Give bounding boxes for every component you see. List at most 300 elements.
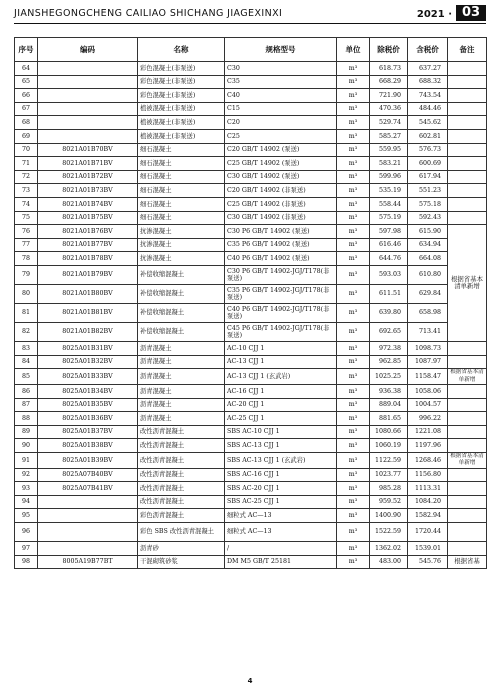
cell-ex-tax: 618.73 <box>370 62 408 76</box>
cell-name: 改性沥青混凝土 <box>138 468 225 482</box>
cell-remark <box>448 116 487 130</box>
cell-name: 沥青混凝土 <box>138 384 225 398</box>
cell-ex-tax: 1060.19 <box>370 439 408 453</box>
cell-in-tax: 1268.46 <box>408 452 448 468</box>
table-row <box>15 197 487 211</box>
cell-remark <box>448 482 487 496</box>
cell-code <box>38 75 138 89</box>
cell-seq: 66 <box>15 89 38 103</box>
cell-name: 植被混凝土(非泵送) <box>138 102 225 116</box>
col-header-ex-tax: 除税价 <box>370 38 408 62</box>
cell-ex-tax: 575.19 <box>370 211 408 225</box>
cell-remark: 根据省基本清单新增 <box>448 369 487 385</box>
cell-unit: m³ <box>337 225 370 239</box>
cell-unit: m³ <box>337 265 370 284</box>
cell-in-tax: 602.81 <box>408 129 448 143</box>
col-header-code: 编码 <box>38 38 138 62</box>
cell-spec: C25 <box>225 129 337 143</box>
cell-ex-tax: 483.00 <box>370 555 408 569</box>
cell-unit: m³ <box>337 238 370 252</box>
cell-remark: 根据省基本清单新增 <box>448 452 487 468</box>
cell-ex-tax: 559.95 <box>370 143 408 157</box>
price-table <box>14 37 487 569</box>
cell-in-tax: 1113.31 <box>408 482 448 496</box>
cell-spec: C20 GB/T 14902 (泵送) <box>225 143 337 157</box>
table-row <box>15 369 487 385</box>
cell-seq: 97 <box>15 542 38 556</box>
cell-in-tax: 610.80 <box>408 265 448 284</box>
cell-remark <box>448 62 487 76</box>
cell-name: 沥青混凝土 <box>138 369 225 385</box>
cell-spec: SBS AC-13 CJJ 1 (玄武岩) <box>225 452 337 468</box>
cell-seq: 82 <box>15 322 38 341</box>
cell-in-tax: 1087.97 <box>408 355 448 369</box>
cell-name: 彩色混凝土(非泵送) <box>138 62 225 76</box>
cell-code: 8021A01B79BV <box>38 265 138 284</box>
header-issue-badge: 03 <box>456 5 486 21</box>
cell-ex-tax: 692.65 <box>370 322 408 341</box>
cell-remark <box>448 75 487 89</box>
cell-in-tax: 629.84 <box>408 284 448 303</box>
cell-code: 8025A01B34BV <box>38 384 138 398</box>
cell-spec: AC-10 CJJ 1 <box>225 341 337 355</box>
cell-name: 沥青混凝土 <box>138 412 225 426</box>
cell-name: 细石混凝土 <box>138 157 225 171</box>
cell-code: 8025A01B32BV <box>38 355 138 369</box>
cell-name: 干混砌筑砂浆 <box>138 555 225 569</box>
cell-unit: m³ <box>337 322 370 341</box>
table-row <box>15 412 487 426</box>
cell-code: 8021A01B81BV <box>38 303 138 322</box>
cell-in-tax: 1158.47 <box>408 369 448 385</box>
cell-spec: C35 P6 GB/T 14902 (泵送) <box>225 238 337 252</box>
col-header-seq: 序号 <box>15 38 38 62</box>
table-row <box>15 225 487 239</box>
cell-spec: AC-13 CJJ 1 (玄武岩) <box>225 369 337 385</box>
cell-unit: m³ <box>337 398 370 412</box>
col-header-unit: 单位 <box>337 38 370 62</box>
cell-ex-tax: 593.03 <box>370 265 408 284</box>
cell-in-tax: 1221.08 <box>408 425 448 439</box>
cell-seq: 73 <box>15 184 38 198</box>
cell-in-tax: 637.27 <box>408 62 448 76</box>
cell-ex-tax: 583.21 <box>370 157 408 171</box>
cell-in-tax: 592.43 <box>408 211 448 225</box>
page-header <box>14 4 486 26</box>
cell-in-tax: 484.46 <box>408 102 448 116</box>
cell-unit: m³ <box>337 412 370 426</box>
cell-seq: 90 <box>15 439 38 453</box>
cell-unit: m³ <box>337 75 370 89</box>
table-row <box>15 509 487 523</box>
cell-name: 补偿收缩混凝土 <box>138 265 225 284</box>
col-header-spec: 规格型号 <box>225 38 337 62</box>
cell-code: 8021A01B75BV <box>38 211 138 225</box>
table-row <box>15 542 487 556</box>
cell-unit: m³ <box>337 170 370 184</box>
cell-in-tax: 713.41 <box>408 322 448 341</box>
cell-in-tax: 1720.44 <box>408 523 448 542</box>
cell-spec: C30 P6 GB/T 14902 (泵送) <box>225 225 337 239</box>
cell-seq: 72 <box>15 170 38 184</box>
cell-seq: 71 <box>15 157 38 171</box>
cell-name: 沥青砂 <box>138 542 225 556</box>
cell-name: 植被混凝土(非泵送) <box>138 129 225 143</box>
table-row <box>15 129 487 143</box>
cell-seq: 94 <box>15 495 38 509</box>
cell-seq: 91 <box>15 452 38 468</box>
cell-seq: 75 <box>15 211 38 225</box>
cell-seq: 80 <box>15 284 38 303</box>
table-row <box>15 284 487 303</box>
cell-in-tax: 1084.20 <box>408 495 448 509</box>
cell-in-tax: 688.32 <box>408 75 448 89</box>
cell-seq: 77 <box>15 238 38 252</box>
cell-spec: DM M5 GB/T 25181 <box>225 555 337 569</box>
cell-unit: m³ <box>337 211 370 225</box>
cell-remark <box>448 129 487 143</box>
table-row <box>15 211 487 225</box>
cell-in-tax: 1098.73 <box>408 341 448 355</box>
cell-name: 抗渗混凝土 <box>138 238 225 252</box>
cell-seq: 83 <box>15 341 38 355</box>
cell-code: 8005A19B77BT <box>38 555 138 569</box>
table-row <box>15 102 487 116</box>
cell-spec: SBS AC-16 CJJ 1 <box>225 468 337 482</box>
cell-ex-tax: 611.51 <box>370 284 408 303</box>
cell-seq: 76 <box>15 225 38 239</box>
cell-in-tax: 1058.06 <box>408 384 448 398</box>
cell-unit: m³ <box>337 143 370 157</box>
cell-code <box>38 102 138 116</box>
cell-unit: m³ <box>337 523 370 542</box>
cell-ex-tax: 936.38 <box>370 384 408 398</box>
cell-ex-tax: 585.27 <box>370 129 408 143</box>
col-header-remark: 备注 <box>448 38 487 62</box>
cell-unit: m³ <box>337 303 370 322</box>
cell-code: 8025A01B39BV <box>38 452 138 468</box>
cell-in-tax: 1004.57 <box>408 398 448 412</box>
cell-ex-tax: 644.76 <box>370 252 408 266</box>
cell-in-tax: 545.62 <box>408 116 448 130</box>
cell-seq: 98 <box>15 555 38 569</box>
table-row <box>15 452 487 468</box>
cell-name: 改性沥青混凝土 <box>138 482 225 496</box>
cell-name: 改性沥青混凝土 <box>138 439 225 453</box>
cell-unit: m³ <box>337 284 370 303</box>
cell-name: 细石混凝土 <box>138 211 225 225</box>
cell-unit: m³ <box>337 482 370 496</box>
cell-spec: C40 P6 GB/T 14902-JGJ/T178(非泵送) <box>225 303 337 322</box>
cell-ex-tax: 558.44 <box>370 197 408 211</box>
cell-remark <box>448 184 487 198</box>
cell-name: 沥青混凝土 <box>138 341 225 355</box>
cell-ex-tax: 889.04 <box>370 398 408 412</box>
cell-code: 8021A01B73BV <box>38 184 138 198</box>
cell-unit: m³ <box>337 384 370 398</box>
cell-spec: C25 GB/T 14902 (非泵送) <box>225 197 337 211</box>
cell-remark <box>448 143 487 157</box>
table-row <box>15 252 487 266</box>
cell-code: 8021A01B80BV <box>38 284 138 303</box>
cell-spec: C40 <box>225 89 337 103</box>
cell-remark <box>448 398 487 412</box>
cell-seq: 86 <box>15 384 38 398</box>
cell-ex-tax: 1400.90 <box>370 509 408 523</box>
table-row <box>15 523 487 542</box>
cell-spec: 细粒式 AC—13 <box>225 523 337 542</box>
cell-unit: m³ <box>337 425 370 439</box>
table-row <box>15 495 487 509</box>
cell-seq: 93 <box>15 482 38 496</box>
cell-ex-tax: 721.90 <box>370 89 408 103</box>
cell-remark: 根据省基本清单新增 <box>448 225 487 342</box>
cell-code: 8021A01B70BV <box>38 143 138 157</box>
cell-unit: m³ <box>337 355 370 369</box>
cell-code <box>38 523 138 542</box>
cell-name: 彩色混凝土(非泵送) <box>138 89 225 103</box>
cell-code <box>38 116 138 130</box>
cell-spec: / <box>225 542 337 556</box>
cell-remark <box>448 425 487 439</box>
cell-ex-tax: 529.74 <box>370 116 408 130</box>
cell-unit: m³ <box>337 439 370 453</box>
cell-ex-tax: 881.65 <box>370 412 408 426</box>
cell-spec: AC-13 CJJ 1 <box>225 355 337 369</box>
table-row <box>15 322 487 341</box>
table-row <box>15 384 487 398</box>
cell-ex-tax: 616.46 <box>370 238 408 252</box>
cell-ex-tax: 535.19 <box>370 184 408 198</box>
cell-remark <box>448 211 487 225</box>
cell-spec: SBS AC-25 CJJ 1 <box>225 495 337 509</box>
cell-spec: 细粒式 AC—13 <box>225 509 337 523</box>
table-row <box>15 398 487 412</box>
table-row <box>15 355 487 369</box>
cell-remark: 根据省基 <box>448 555 487 569</box>
cell-seq: 87 <box>15 398 38 412</box>
cell-ex-tax: 1023.77 <box>370 468 408 482</box>
cell-in-tax: 1539.01 <box>408 542 448 556</box>
cell-unit: m³ <box>337 184 370 198</box>
cell-name: 改性沥青混凝土 <box>138 425 225 439</box>
cell-code <box>38 509 138 523</box>
cell-name: 补偿收缩混凝土 <box>138 322 225 341</box>
cell-in-tax: 551.23 <box>408 184 448 198</box>
cell-ex-tax: 985.28 <box>370 482 408 496</box>
cell-spec: C20 GB/T 14902 (非泵送) <box>225 184 337 198</box>
table-row <box>15 482 487 496</box>
cell-name: 彩色沥青混凝土 <box>138 509 225 523</box>
table-row <box>15 75 487 89</box>
cell-code <box>38 89 138 103</box>
table-row <box>15 303 487 322</box>
cell-code: 8021A01B78BV <box>38 252 138 266</box>
table-row <box>15 439 487 453</box>
cell-code: 8021A01B74BV <box>38 197 138 211</box>
cell-seq: 79 <box>15 265 38 284</box>
cell-ex-tax: 1522.59 <box>370 523 408 542</box>
cell-spec: SBS AC-13 CJJ 1 <box>225 439 337 453</box>
cell-unit: m³ <box>337 197 370 211</box>
cell-unit: m³ <box>337 129 370 143</box>
cell-ex-tax: 470.36 <box>370 102 408 116</box>
cell-ex-tax: 1122.59 <box>370 452 408 468</box>
table-row <box>15 425 487 439</box>
cell-code <box>38 495 138 509</box>
cell-code: 8025A07B40BV <box>38 468 138 482</box>
cell-name: 彩色 SBS 改性沥青混凝土 <box>138 523 225 542</box>
cell-remark <box>448 102 487 116</box>
cell-spec: C40 P6 GB/T 14902 (泵送) <box>225 252 337 266</box>
cell-unit: m³ <box>337 542 370 556</box>
cell-unit: m³ <box>337 102 370 116</box>
cell-unit: m³ <box>337 116 370 130</box>
cell-ex-tax: 668.29 <box>370 75 408 89</box>
cell-code: 8021A01B71BV <box>38 157 138 171</box>
cell-name: 抗渗混凝土 <box>138 225 225 239</box>
table-row <box>15 184 487 198</box>
cell-remark <box>448 412 487 426</box>
cell-in-tax: 743.54 <box>408 89 448 103</box>
cell-name: 细石混凝土 <box>138 197 225 211</box>
cell-unit: m³ <box>337 468 370 482</box>
cell-in-tax: 658.98 <box>408 303 448 322</box>
cell-spec: C35 <box>225 75 337 89</box>
cell-ex-tax: 597.98 <box>370 225 408 239</box>
table-row <box>15 89 487 103</box>
cell-code: 8025A01B31BV <box>38 341 138 355</box>
cell-name: 补偿收缩混凝土 <box>138 303 225 322</box>
cell-unit: m³ <box>337 452 370 468</box>
cell-seq: 67 <box>15 102 38 116</box>
cell-in-tax: 545.76 <box>408 555 448 569</box>
cell-spec: AC-20 CJJ 1 <box>225 398 337 412</box>
table-row <box>15 62 487 76</box>
cell-unit: m³ <box>337 495 370 509</box>
cell-seq: 84 <box>15 355 38 369</box>
cell-unit: m³ <box>337 89 370 103</box>
cell-in-tax: 996.22 <box>408 412 448 426</box>
cell-seq: 69 <box>15 129 38 143</box>
cell-spec: SBS AC-20 CJJ 1 <box>225 482 337 496</box>
cell-in-tax: 1197.96 <box>408 439 448 453</box>
cell-ex-tax: 962.85 <box>370 355 408 369</box>
table-row <box>15 265 487 284</box>
cell-seq: 92 <box>15 468 38 482</box>
cell-code <box>38 129 138 143</box>
cell-code: 8021A01B72BV <box>38 170 138 184</box>
cell-spec: C30 GB/T 14902 (非泵送) <box>225 211 337 225</box>
cell-remark <box>448 439 487 453</box>
cell-spec: AC-16 CJJ 1 <box>225 384 337 398</box>
cell-remark <box>448 197 487 211</box>
cell-name: 改性沥青混凝土 <box>138 452 225 468</box>
cell-in-tax: 617.94 <box>408 170 448 184</box>
cell-seq: 96 <box>15 523 38 542</box>
cell-spec: C35 P6 GB/T 14902-JGJ/T178(非泵送) <box>225 284 337 303</box>
cell-seq: 89 <box>15 425 38 439</box>
cell-name: 补偿收缩混凝土 <box>138 284 225 303</box>
cell-seq: 85 <box>15 369 38 385</box>
page-number: 4 <box>247 677 253 685</box>
cell-in-tax: 576.73 <box>408 143 448 157</box>
cell-code: 8025A07B41BV <box>38 482 138 496</box>
header-year: 2021 · <box>416 9 452 20</box>
cell-ex-tax: 1025.25 <box>370 369 408 385</box>
cell-ex-tax: 1362.02 <box>370 542 408 556</box>
cell-code: 8025A01B36BV <box>38 412 138 426</box>
cell-remark <box>448 341 487 355</box>
cell-remark <box>448 170 487 184</box>
cell-in-tax: 600.69 <box>408 157 448 171</box>
table-row <box>15 468 487 482</box>
cell-in-tax: 615.90 <box>408 225 448 239</box>
cell-spec: C15 <box>225 102 337 116</box>
cell-name: 植被混凝土(非泵送) <box>138 116 225 130</box>
cell-seq: 68 <box>15 116 38 130</box>
cell-name: 细石混凝土 <box>138 170 225 184</box>
cell-spec: C45 P6 GB/T 14902-JGJ/T178(非泵送) <box>225 322 337 341</box>
cell-in-tax: 1156.80 <box>408 468 448 482</box>
cell-spec: C30 <box>225 62 337 76</box>
cell-name: 细石混凝土 <box>138 184 225 198</box>
table-row <box>15 143 487 157</box>
cell-unit: m³ <box>337 555 370 569</box>
cell-code: 8021A01B77BV <box>38 238 138 252</box>
table-body <box>15 62 487 569</box>
cell-name: 抗渗混凝土 <box>138 252 225 266</box>
cell-spec: C25 GB/T 14902 (泵送) <box>225 157 337 171</box>
cell-ex-tax: 599.96 <box>370 170 408 184</box>
cell-unit: m³ <box>337 252 370 266</box>
header-title: JIANSHEGONGCHENG CAILIAO SHICHANG JIAGEXINXI <box>14 8 283 19</box>
cell-spec: C30 GB/T 14902 (泵送) <box>225 170 337 184</box>
cell-name: 沥青混凝土 <box>138 398 225 412</box>
cell-spec: SBS AC-10 CJJ 1 <box>225 425 337 439</box>
col-header-name: 名称 <box>138 38 225 62</box>
cell-unit: m³ <box>337 509 370 523</box>
cell-spec: C30 P6 GB/T 14902-JGJ/T178(非泵送) <box>225 265 337 284</box>
cell-seq: 95 <box>15 509 38 523</box>
cell-name: 改性沥青混凝土 <box>138 495 225 509</box>
cell-code: 8021A01B82BV <box>38 322 138 341</box>
cell-in-tax: 575.18 <box>408 197 448 211</box>
cell-code <box>38 62 138 76</box>
cell-ex-tax: 1080.66 <box>370 425 408 439</box>
cell-in-tax: 1582.94 <box>408 509 448 523</box>
cell-seq: 65 <box>15 75 38 89</box>
cell-remark <box>448 355 487 369</box>
cell-code: 8021A01B76BV <box>38 225 138 239</box>
cell-in-tax: 664.08 <box>408 252 448 266</box>
table-row <box>15 170 487 184</box>
cell-name: 彩色混凝土(非泵送) <box>138 75 225 89</box>
cell-seq: 70 <box>15 143 38 157</box>
cell-code: 8025A01B37BV <box>38 425 138 439</box>
cell-in-tax: 634.94 <box>408 238 448 252</box>
cell-remark <box>448 89 487 103</box>
cell-code: 8025A01B33BV <box>38 369 138 385</box>
cell-ex-tax: 972.38 <box>370 341 408 355</box>
cell-remark <box>448 468 487 482</box>
table-header-row <box>15 38 487 62</box>
cell-seq: 64 <box>15 62 38 76</box>
table-row <box>15 116 487 130</box>
cell-spec: C20 <box>225 116 337 130</box>
cell-seq: 74 <box>15 197 38 211</box>
cell-remark <box>448 157 487 171</box>
